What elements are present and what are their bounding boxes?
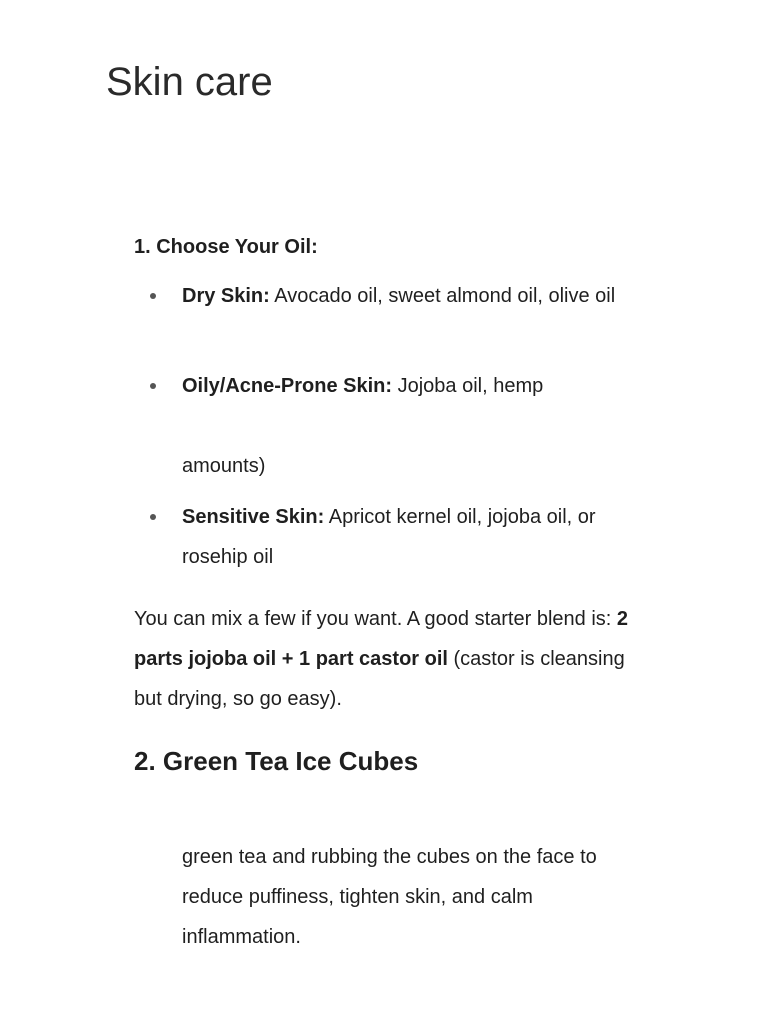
section-heading-choose-oil: 1. Choose Your Oil: (134, 236, 318, 258)
bullet-dot-icon (150, 514, 156, 520)
bullet-label: Dry Skin: (182, 285, 270, 307)
section-heading-green-tea: 2. Green Tea Ice Cubes (134, 746, 419, 776)
bullet-dot-icon (150, 293, 156, 299)
list-item-dry-skin (182, 276, 632, 316)
bullet-text: Jojoba oil, hemp (392, 375, 544, 397)
paragraph-tail: (castor is cleansing but drying, so go easy). (134, 648, 625, 710)
list-item-sensitive-skin (182, 497, 632, 577)
paragraph-lead: You can mix a few if you want. A good starter blend is: (134, 608, 617, 630)
list-item-oily-skin (182, 366, 632, 406)
green-tea-paragraph: green tea and rubbing the cubes on the face to reduce puffiness, tighten skin, and calm inflammation. (182, 846, 597, 948)
bullet-text: Avocado oil, sweet almond oil, olive oil (269, 285, 616, 307)
bullet-text: Apricot kernel oil, jojoba oil, or rosehip oil (182, 506, 596, 568)
bullet-label: Sensitive Skin: (182, 506, 325, 528)
page-title: Skin care (106, 60, 273, 104)
oil-blend-paragraph (134, 599, 644, 719)
bullet-dot-icon (150, 383, 156, 389)
bullet-label: Oily/Acne-Prone Skin: (182, 375, 393, 397)
list-item-oily-skin-continuation: amounts) (182, 455, 266, 477)
paragraph-bold: 2 parts jojoba oil + 1 part castor oil (134, 608, 628, 670)
